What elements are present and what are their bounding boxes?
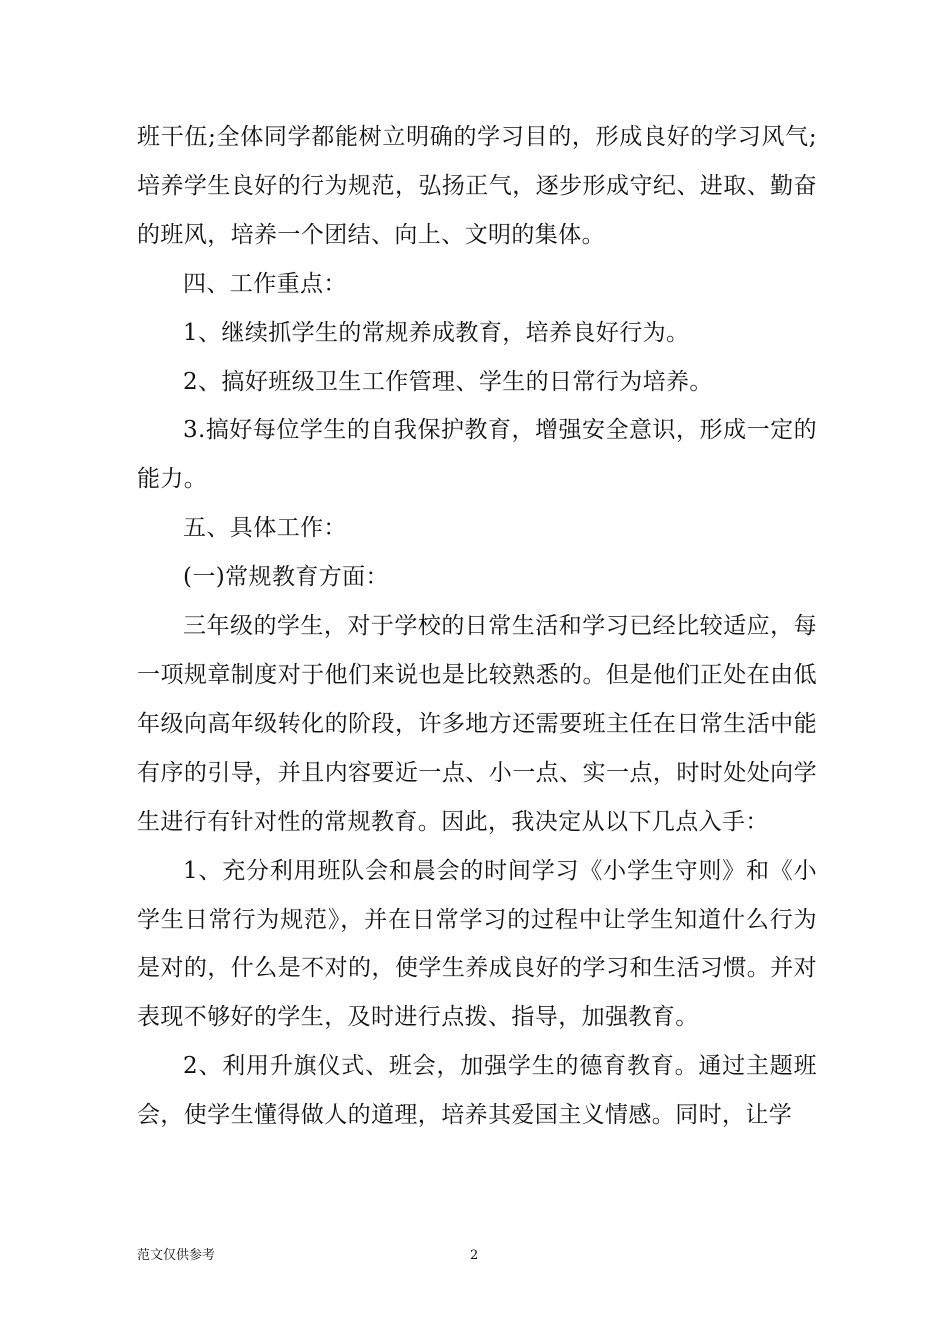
list-item-measure-2: 2、利用升旗仪式、班会，加强学生的德育教育。通过主题班会，使学生懂得做人的道理，培养其爱国主义情感。同时，让学 [137,1053,817,1129]
subheading-routine-education: (一)常规教育方面： [183,564,389,591]
list-item-focus-2: 2、搞好班级卫生工作管理、学生的日常行为培养。 [183,368,713,395]
list-item-focus-3: 3.搞好每位学生的自我保护教育，增强安全意识，形成一定的能力。 [137,417,817,493]
heading-specific-work: 五、具体工作： [183,515,347,542]
footer-note: 范文仅供参考 [137,1248,216,1263]
heading-work-focus: 四、工作重点： [183,270,347,297]
document-body [137,113,817,1140]
list-item-focus-1: 1、继续抓学生的常规养成教育，培养良好行为。 [183,319,690,346]
paragraph-1: 班干伍;全体同学都能树立明确的学习目的，形成良好的学习风气;培养学生良好的行为规范，弘扬正气，逐步形成守纪、进取、勤奋的班风，培养一个团结、向上、文明的集体。 [137,124,817,248]
list-item-measure-1: 1、充分利用班队会和晨会的时间学习《小学生守则》和《小学生日常行为规范》，并在日常学习的过程中让学生知道什么行为是对的，什么是不对的，使学生养成良好的学习和生活习惯。并对表现不够好的学生，及时进行点拨、指导，加强教育。 [137,857,817,1031]
paragraph-grade-three: 三年级的学生，对于学校的日常生活和学习已经比较适应，每一项规章制度对于他们来说也是比较熟悉的。但是他们正处在由低年级向高年级转化的阶段，许多地方还需要班主任在日常生活中能有序的引导，并且内容要近一点、小一点、实一点，时时处处向学生进行有针对性的常规教育。因此，我决定从以下几点入手： [137,613,817,835]
page-number: 2 [470,1248,479,1263]
